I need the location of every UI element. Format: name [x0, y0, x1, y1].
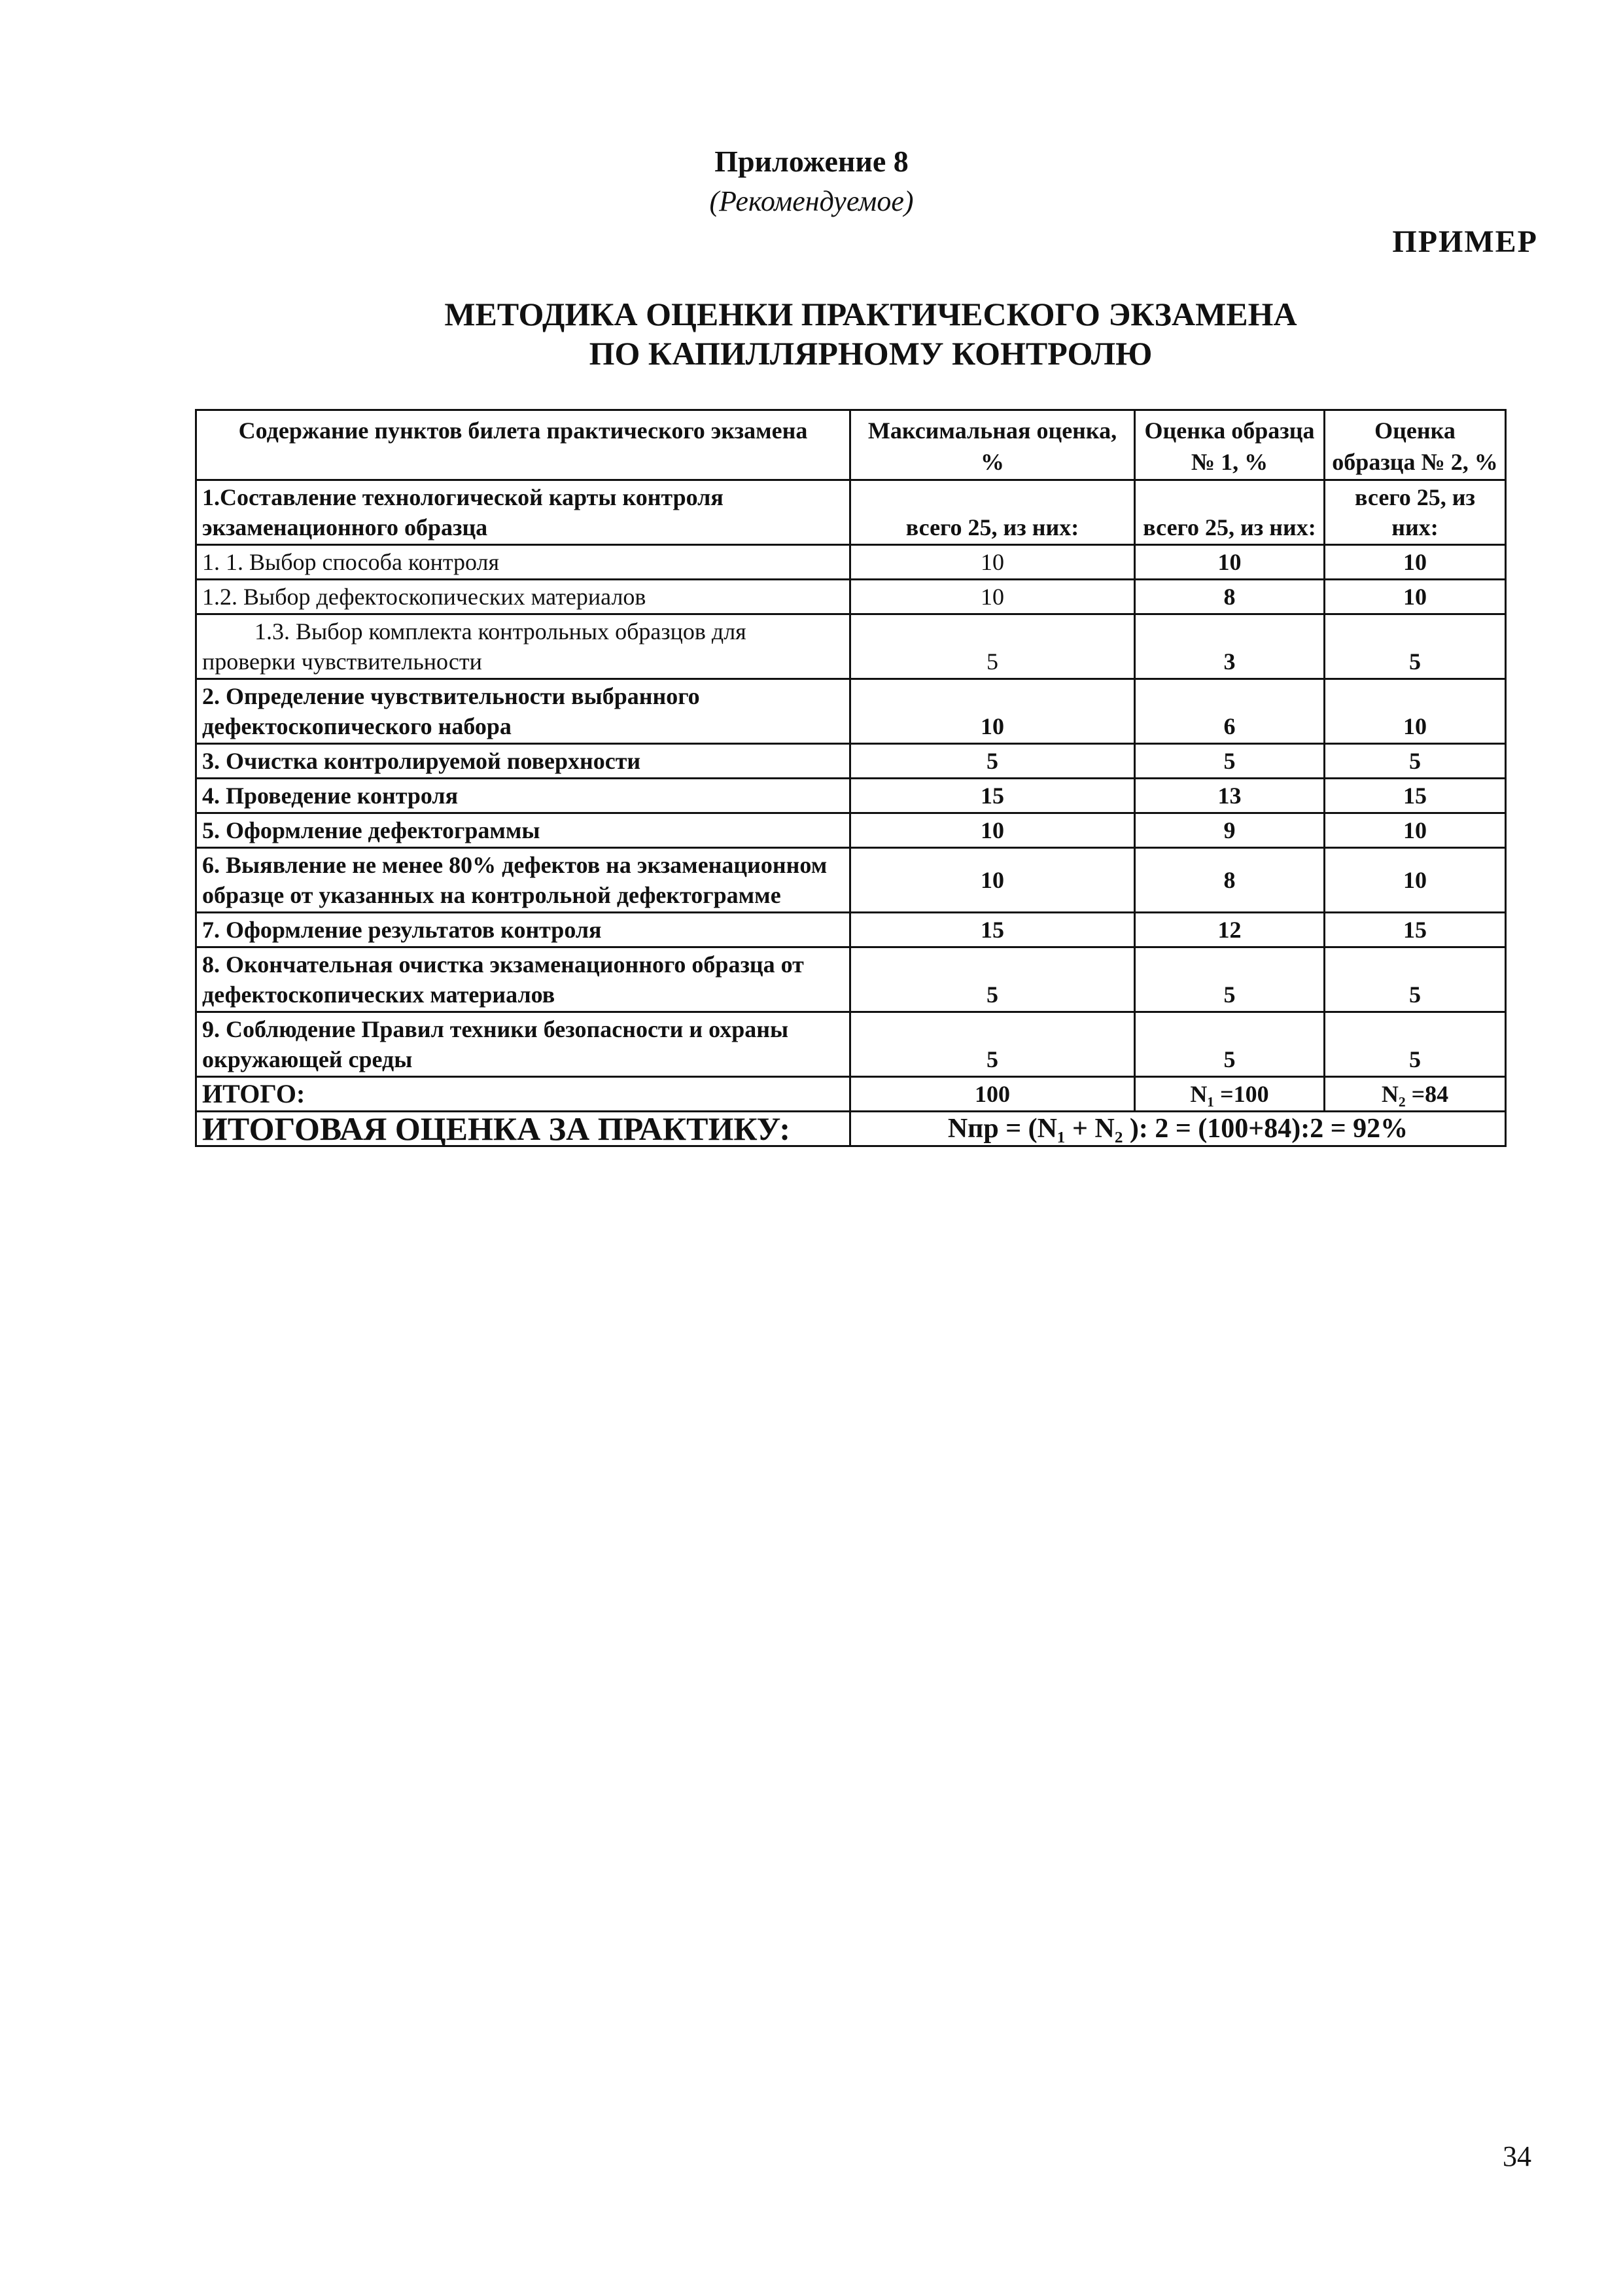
table-row	[196, 779, 1506, 813]
table-row	[196, 679, 1506, 744]
table-row	[196, 480, 1506, 545]
row-item: 2. Определение чувствительности выбранного дефектоскопического набора	[196, 679, 850, 744]
table-row	[196, 1012, 1506, 1077]
row-sample-1: 5	[1135, 1012, 1325, 1077]
row-max: 10	[850, 580, 1135, 614]
final-score-label: ИТОГОВАЯ ОЦЕНКА ЗА ПРАКТИКУ:	[196, 1112, 850, 1146]
row-item: 1. 1. Выбор способа контроля	[196, 545, 850, 580]
row-max: 10	[850, 679, 1135, 744]
row-item: 5. Оформление дефектограммы	[196, 813, 850, 848]
evaluation-table	[195, 409, 1507, 1147]
example-label: ПРИМЕР	[1392, 224, 1538, 259]
row-sample-1: 13	[1135, 779, 1325, 813]
row-sample-2: 5	[1325, 1012, 1506, 1077]
row-item: 1.Составление технологической карты контроля экзаменационного образца	[196, 480, 850, 545]
column-header-content: Содержание пунктов билета практического экзамена	[196, 410, 850, 480]
row-item: 3. Очистка контролируемой поверхности	[196, 744, 850, 779]
total-sample-2: N₂ =84	[1325, 1077, 1506, 1112]
row-max: 5	[850, 1012, 1135, 1077]
row-item: 1.2. Выбор дефектоскопических материалов	[196, 580, 850, 614]
row-sample-2: 15	[1325, 779, 1506, 813]
row-sample-1: 8	[1135, 580, 1325, 614]
table-row	[196, 614, 1506, 679]
row-sample-1: 9	[1135, 813, 1325, 848]
document-title-line-1: МЕТОДИКА ОЦЕНКИ ПРАКТИЧЕСКОГО ЭКЗАМЕНА	[444, 296, 1297, 332]
page-number: 34	[1503, 2140, 1531, 2172]
row-max: 10	[850, 545, 1135, 580]
row-sample-1: 5	[1135, 947, 1325, 1012]
row-sample-1: всего 25, из них:	[1135, 480, 1325, 545]
row-max: 15	[850, 779, 1135, 813]
row-max: всего 25, из них:	[850, 480, 1135, 545]
table-row	[196, 744, 1506, 779]
row-sample-2: всего 25, из них:	[1325, 480, 1506, 545]
row-max: 5	[850, 744, 1135, 779]
row-sample-2: 10	[1325, 580, 1506, 614]
table-header-row	[196, 410, 1506, 480]
row-sample-1: 12	[1135, 913, 1325, 947]
row-sample-2: 5	[1325, 947, 1506, 1012]
table-row	[196, 813, 1506, 848]
row-sample-2: 10	[1325, 679, 1506, 744]
row-max: 15	[850, 913, 1135, 947]
total-row	[196, 1077, 1506, 1112]
table-row	[196, 947, 1506, 1012]
row-item: 1.3. Выбор комплекта контрольных образцов для проверки чувствительности	[196, 614, 850, 679]
row-sample-2: 5	[1325, 614, 1506, 679]
row-sample-1: 10	[1135, 545, 1325, 580]
column-header-max: Максимальная оценка, %	[850, 410, 1135, 480]
row-max: 5	[850, 947, 1135, 1012]
table-row	[196, 580, 1506, 614]
row-sample-2: 10	[1325, 848, 1506, 913]
row-item: 6. Выявление не менее 80% дефектов на экзаменационном образце от указанных на контрольной дефектограмме	[196, 848, 850, 913]
row-item: 4. Проведение контроля	[196, 779, 850, 813]
row-sample-2: 10	[1325, 813, 1506, 848]
evaluation-table-container	[195, 409, 1505, 1147]
total-max: 100	[850, 1077, 1135, 1112]
document-title-line-2: ПО КАПИЛЛЯРНОМУ КОНТРОЛЮ	[589, 335, 1153, 372]
row-item: 9. Соблюдение Правил техники безопасности и охраны окружающей среды	[196, 1012, 850, 1077]
table-row	[196, 545, 1506, 580]
total-label: ИТОГО:	[196, 1077, 850, 1112]
row-sample-2: 10	[1325, 545, 1506, 580]
table-row	[196, 848, 1506, 913]
row-sample-2: 15	[1325, 913, 1506, 947]
final-score-value: Nпр = (N₁ + N₂ ): 2 = (100+84):2 = 92%	[850, 1112, 1506, 1146]
appendix-note: (Рекомендуемое)	[709, 185, 914, 217]
row-max: 5	[850, 614, 1135, 679]
table-row	[196, 913, 1506, 947]
column-header-sample-1: Оценка образца № 1, %	[1135, 410, 1325, 480]
row-sample-1: 3	[1135, 614, 1325, 679]
row-sample-2: 5	[1325, 744, 1506, 779]
column-header-sample-2: Оценка образца № 2, %	[1325, 410, 1506, 480]
row-sample-1: 5	[1135, 744, 1325, 779]
total-sample-1: N₁ =100	[1135, 1077, 1325, 1112]
final-score-row	[196, 1112, 1506, 1146]
row-max: 10	[850, 848, 1135, 913]
appendix-title: Приложение 8	[714, 145, 909, 178]
row-max: 10	[850, 813, 1135, 848]
row-sample-1: 8	[1135, 848, 1325, 913]
row-item: 8. Окончательная очистка экзаменационного образца от дефектоскопических материалов	[196, 947, 850, 1012]
document-title	[0, 294, 1623, 373]
row-item: 7. Оформление результатов контроля	[196, 913, 850, 947]
row-sample-1: 6	[1135, 679, 1325, 744]
